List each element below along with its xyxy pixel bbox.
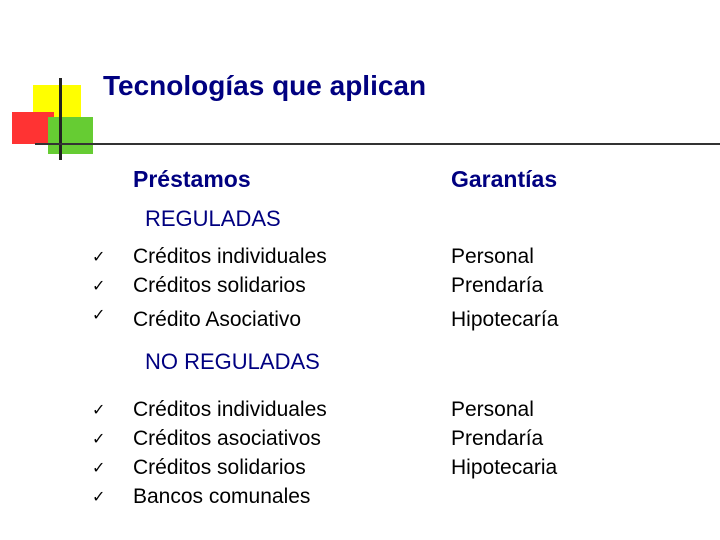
regulated-loans-list [133, 242, 327, 334]
check-icon: ✓ [92, 247, 106, 266]
decor-green-square [48, 117, 93, 154]
column-header-loans: Préstamos [133, 166, 251, 192]
check-icon: ✓ [92, 400, 106, 419]
section-heading-regulated: REGULADAS [145, 206, 281, 231]
unregulated-check-column [92, 395, 105, 511]
list-item: Prendaría [451, 427, 544, 450]
section-heading-unregulated: NO REGULADAS [145, 349, 320, 374]
list-item: Prendaría [451, 274, 544, 297]
check-icon: ✓ [92, 429, 106, 448]
list-item: Créditos individuales [133, 245, 327, 268]
decor-vertical-line [59, 78, 62, 160]
unregulated-guarantees-list [451, 395, 557, 482]
list-item: Personal [451, 245, 534, 268]
column-header-guarantees: Garantías [451, 166, 558, 192]
check-icon: ✓ [92, 458, 106, 477]
regulated-guarantees-list [451, 242, 558, 334]
regulated-check-column [92, 242, 105, 329]
check-icon: ✓ [92, 487, 106, 506]
list-item: Bancos comunales [133, 485, 311, 508]
list-item: Créditos asociativos [133, 427, 321, 450]
check-icon: ✓ [92, 276, 106, 295]
list-item: Créditos individuales [133, 398, 327, 421]
list-item: Créditos solidarios [133, 274, 306, 297]
list-item: Crédito Asociativo [133, 308, 302, 331]
unregulated-loans-list [133, 395, 327, 511]
list-item: Hipotecaria [451, 456, 558, 479]
title-underline [35, 143, 720, 145]
slide-title: Tecnologías que aplican [103, 70, 427, 101]
list-item: Personal [451, 398, 534, 421]
list-item: Créditos solidarios [133, 456, 306, 479]
check-icon: ✓ [92, 305, 106, 324]
list-item: Hipotecaría [451, 308, 559, 331]
